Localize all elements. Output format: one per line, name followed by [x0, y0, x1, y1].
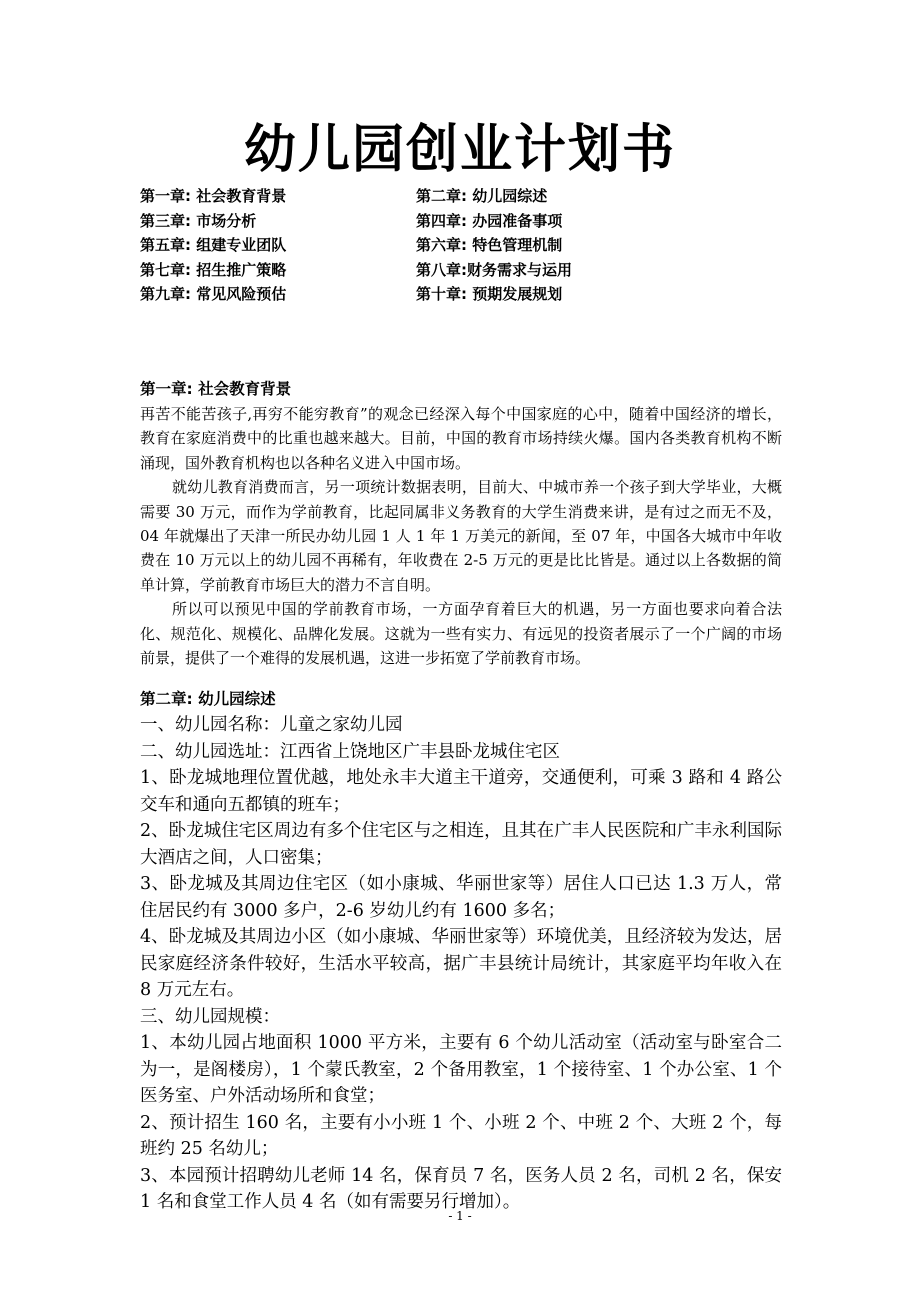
chapter1-paragraph: 所以可以预见中国的学前教育市场，一方面孕育着巨大的机遇，另一方面也要求向着合法化、规范化、规模化、品牌化发展。这就为一些有实力、有远见的投资者展示了一个广阔的市场前景，提供了一个难得的发展机遇，这进一步拓宽了学前教育市场。 — [140, 600, 782, 668]
toc-item-6: 第六章: 特色管理机制 — [416, 236, 563, 254]
section-gap — [140, 670, 782, 686]
chapter2-line: 二、幼儿园选址：江西省上饶地区广丰县卧龙城住宅区 — [140, 741, 560, 762]
chapter2-line: 三、幼儿园规模： — [140, 1006, 280, 1027]
toc-item-1: 第一章: 社会教育背景 — [140, 187, 287, 205]
chapter2-line: 3、本园预计招聘幼儿老师 14 名，保育员 7 名，医务人员 2 名，司机 2 名，保安 1 名和食堂工作人员 4 名（如有需要另行增加）。 — [140, 1165, 782, 1213]
toc-item-10: 第十章: 预期发展规划 — [416, 285, 563, 303]
chapter2-line: 4、卧龙城及其周边小区（如小康城、华丽世家等）环境优美，且经济较为发达，居民家庭经济条件较好，生活水平较高，据广丰县统计局统计，其家庭平均年收入在 8 万元左右。 — [140, 927, 782, 1001]
chapter2-line: 2、预计招生 160 名，主要有小小班 1 个、小班 2 个、中班 2 个、大班 2 个，每班约 25 名幼儿； — [140, 1112, 782, 1160]
toc-item-7: 第七章: 招生推广策略 — [140, 260, 287, 279]
toc-item-5: 第五章: 组建专业团队 — [140, 236, 287, 254]
toc-item-3: 第三章: 市场分析 — [140, 211, 257, 230]
toc-item-8: 第八章:财务需求与运用 — [416, 260, 572, 279]
chapter2-line: 一、幼儿园名称：儿童之家幼儿园 — [140, 715, 403, 736]
page-number: - 1 - — [448, 1209, 472, 1223]
document-body — [140, 376, 782, 1216]
chapter1-heading: 第一章: 社会教育背景 — [140, 380, 292, 398]
chapter2-heading: 第二章: 幼儿园综述 — [140, 690, 276, 709]
chapter1-paragraph: 就幼儿教育消费而言，另一项统计数据表明，目前大、中城市养一个孩子到大学毕业，大概需要 30 万元，而作为学前教育，比起同属非义务教育的大学生消费来讲，是有过之而无不及，04 年就爆出了天津一所民办幼儿园 1 人 1 年 1 万美元的新闻，至 07 年，中国各大城市中年收费在 10 万元以上的幼儿园不再稀有，年收费在 2-5 万元的更是比比皆是。通过以上各数据的简单计算，学前教育市场巨大的潜力不言自明。 — [140, 478, 782, 594]
toc-item-9: 第九章: 常见风险预估 — [140, 285, 287, 303]
toc-item-4: 第四章: 办园准备事项 — [416, 211, 563, 230]
chapter2-line: 1、本幼儿园占地面积 1000 平方米，主要有 6 个幼儿活动室（活动室与卧室合二为一，是阁楼房），1 个蒙氏教室，2 个备用教室，1 个接待室、1 个办公室、1 个医务室、户外活动场所和食堂； — [140, 1033, 782, 1107]
chapter2-line: 3、卧龙城及其周边住宅区（如小康城、华丽世家等）居住人口已达 1.3 万人，常住居民约有 3000 多户，2-6 岁幼儿约有 1600 多名； — [140, 874, 782, 921]
chapter1-paragraph: 再苦不能苦孩子,再穷不能穷教育”的观念已经深入每个中国家庭的心中，随着中国经济的增长，教育在家庭消费中的比重也越来越大。目前，中国的教育市场持续火爆。国内各类教育机构不断涌现，国外教育机构也以各种名义进入中国市场。 — [140, 405, 782, 472]
document-title: 幼儿园创业计划书 — [243, 120, 676, 180]
toc-item-2: 第二章: 幼儿园综述 — [416, 187, 548, 205]
table-of-contents — [140, 184, 780, 307]
chapter2-line: 2、卧龙城住宅区周边有多个住宅区与之相连，且其在广丰人民医院和广丰永利国际大酒店之间，人口密集； — [140, 821, 782, 868]
chapter2-line: 1、卧龙城地理位置优越，地处永丰大道主干道旁，交通便利，可乘 3 路和 4 路公交车和通向五都镇的班车； — [140, 768, 782, 815]
